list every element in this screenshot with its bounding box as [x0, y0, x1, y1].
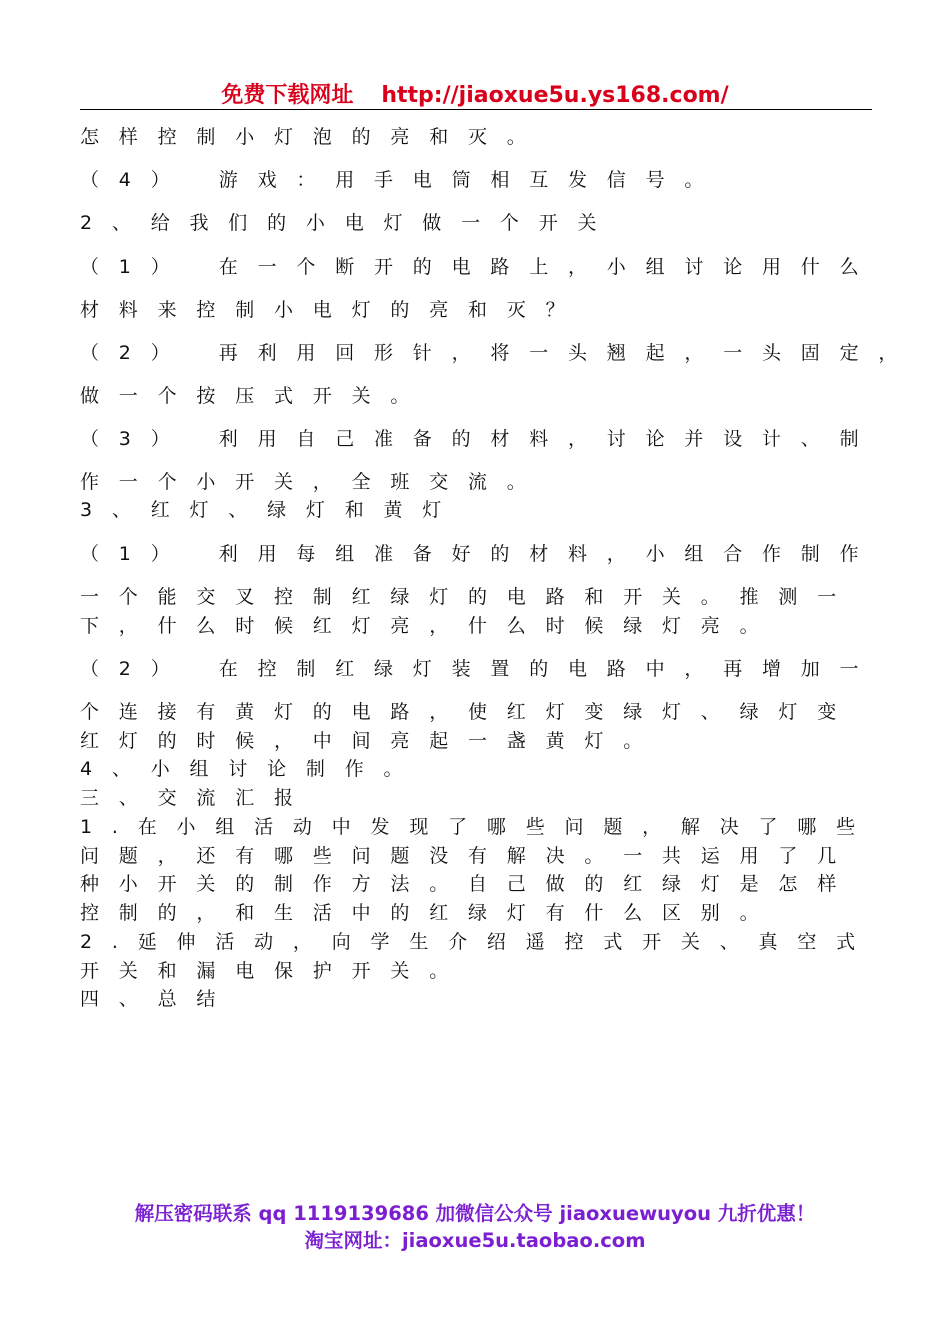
page-header: [0, 78, 950, 109]
body-line: 红灯的时候，中间亮起一盏黄灯。: [80, 730, 663, 752]
body-line: （3） 利用自己准备的材料，讨论并设计、制: [80, 428, 879, 450]
header-rule: [80, 109, 872, 110]
header-site-label: 免费下载网址: [221, 83, 354, 108]
body-line: 一个能交叉控制红绿灯的电路和开关。推测一: [80, 586, 857, 608]
body-line: （4） 游戏：用手电筒相互发信号。: [80, 169, 724, 191]
header-site-url[interactable]: http://jiaoxue5u.ys168.com/: [381, 83, 729, 108]
body-line: 问题，还有哪些问题没有解决。一共运用了几: [80, 845, 857, 867]
body-line: 作一个小开关，全班交流。: [80, 471, 546, 493]
body-line: （1） 利用每组准备好的材料，小组合作制作: [80, 543, 879, 565]
section-heading: 四、总结: [80, 988, 236, 1010]
body-line: 2.延伸活动，向学生介绍遥控式开关、真空式: [80, 931, 875, 953]
body-line: 开关和漏电保护开关。: [80, 960, 469, 982]
body-line: 控制的，和生活中的红绿灯有什么区别。: [80, 902, 779, 924]
body-line: 1.在小组活动中发现了哪些问题，解决了哪些: [80, 816, 875, 838]
section-heading: 4、小组讨论制作。: [80, 758, 423, 780]
body-line: 个连接有黄灯的电路，使红灯变绿灯、绿灯变: [80, 701, 857, 723]
body-line: （2） 在控制红绿灯装置的电路中，再增加一: [80, 658, 879, 680]
footer-shop-url[interactable]: 淘宝网址：jiaoxue5u.taobao.com: [304, 1229, 646, 1252]
body-line: 下，什么时候红灯亮，什么时候绿灯亮。: [80, 615, 779, 637]
section-heading: 3、红灯、绿灯和黄灯: [80, 499, 462, 521]
section-heading: 2、给我们的小电灯做一个开关: [80, 212, 617, 234]
footer-contact: 解压密码联系 qq 1119139686 加微信公众号 jiaoxuewuyou 九折优惠！: [134, 1202, 816, 1225]
body-line: 种小开关的制作方法。自己做的红绿灯是怎样: [80, 873, 857, 895]
body-line: 材料来控制小电灯的亮和灭？: [80, 299, 585, 321]
body-line: （1） 在一个断开的电路上，小组讨论用什么: [80, 256, 879, 278]
body-line: （2） 再利用回形针，将一头翘起，一头固定，: [80, 342, 918, 364]
section-heading: 三、交流汇报: [80, 787, 313, 809]
body-line: 怎样控制小灯泡的亮和灭。: [80, 126, 546, 148]
body-line: 做一个按压式开关。: [80, 385, 430, 407]
